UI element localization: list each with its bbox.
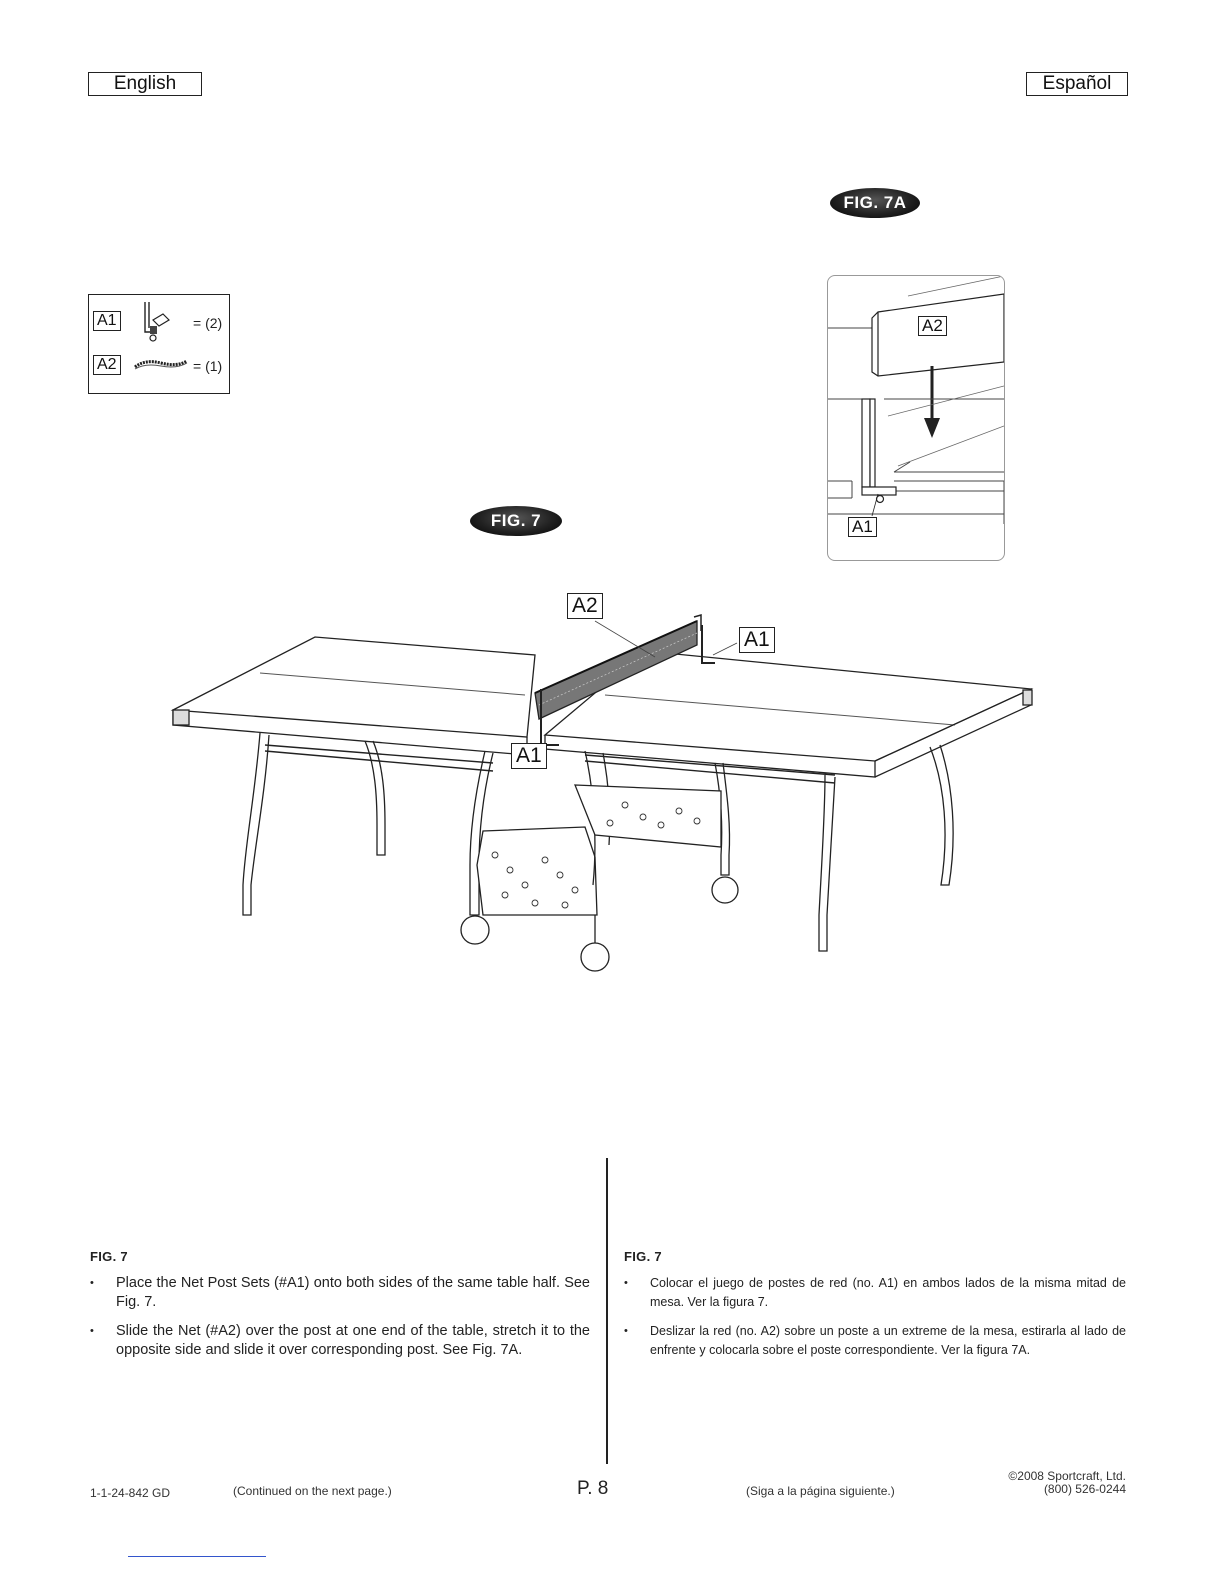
- page-number: P. 8: [577, 1478, 609, 1499]
- spanish-instructions: [624, 1248, 1126, 1370]
- part-tag-a1: A1: [93, 311, 121, 331]
- english-step-1: • Place the Net Post Sets (#A1) onto both sides of the same table half. See Fig. 7.: [90, 1274, 590, 1312]
- figure-7-table-illustration: [165, 585, 1045, 975]
- part-qty-a2: = (1): [193, 358, 223, 374]
- spanish-step-1: • Colocar el juego de postes de red (no. A1) en ambos lados de la misma mitad de mesa. Ver la figura 7.: [624, 1274, 1126, 1312]
- column-divider: [606, 1158, 608, 1464]
- detail-label-a1: A1: [848, 517, 877, 537]
- language-tab-english: English: [88, 72, 202, 96]
- callout-net-a2: A2: [567, 593, 603, 619]
- english-step-2: • Slide the Net (#A2) over the post at one end of the table, stretch it to the opposite side and slide it over corresponding post. See Fig. 7A.: [90, 1322, 590, 1360]
- english-fig-heading: FIG. 7: [90, 1249, 128, 1264]
- continued-note-spanish: (Siga a la página siguiente.): [746, 1484, 895, 1498]
- continued-note-english: (Continued on the next page.): [233, 1484, 392, 1498]
- callout-post-a1-left: A1: [511, 743, 547, 769]
- figure-7a-detail: [827, 275, 1005, 561]
- spanish-step-2: • Deslizar la red (no. A2) sobre un poste a un extreme de la mesa, estirarla al lado de enfrente y colocarla sobre el poste correspondiente. Ver la figura 7A.: [624, 1322, 1126, 1360]
- copyright-text: ©2008 Sportcraft, Ltd.: [1008, 1469, 1126, 1483]
- part-tag-a2: A2: [93, 355, 121, 375]
- parts-list: [88, 294, 230, 394]
- table-tennis-table-drawing: [165, 585, 1045, 975]
- net-post-icon: [137, 300, 177, 344]
- phone-number: (800) 526-0244: [1043, 1482, 1126, 1496]
- document-code: 1-1-24-842 GD: [90, 1486, 171, 1500]
- english-instructions: [90, 1248, 590, 1370]
- language-tab-spanish: Español: [1026, 72, 1128, 96]
- figure-7a-badge: FIG. 7A: [830, 188, 920, 218]
- spanish-fig-heading: FIG. 7: [624, 1249, 662, 1264]
- part-qty-a1: = (2): [193, 315, 223, 331]
- detail-label-a2: A2: [918, 316, 947, 336]
- figure-7-badge: FIG. 7: [470, 506, 562, 536]
- copyright-block: [960, 1470, 1126, 1496]
- footer-rule: [128, 1556, 266, 1557]
- net-icon: [133, 357, 189, 373]
- callout-post-a1-right: A1: [739, 627, 775, 653]
